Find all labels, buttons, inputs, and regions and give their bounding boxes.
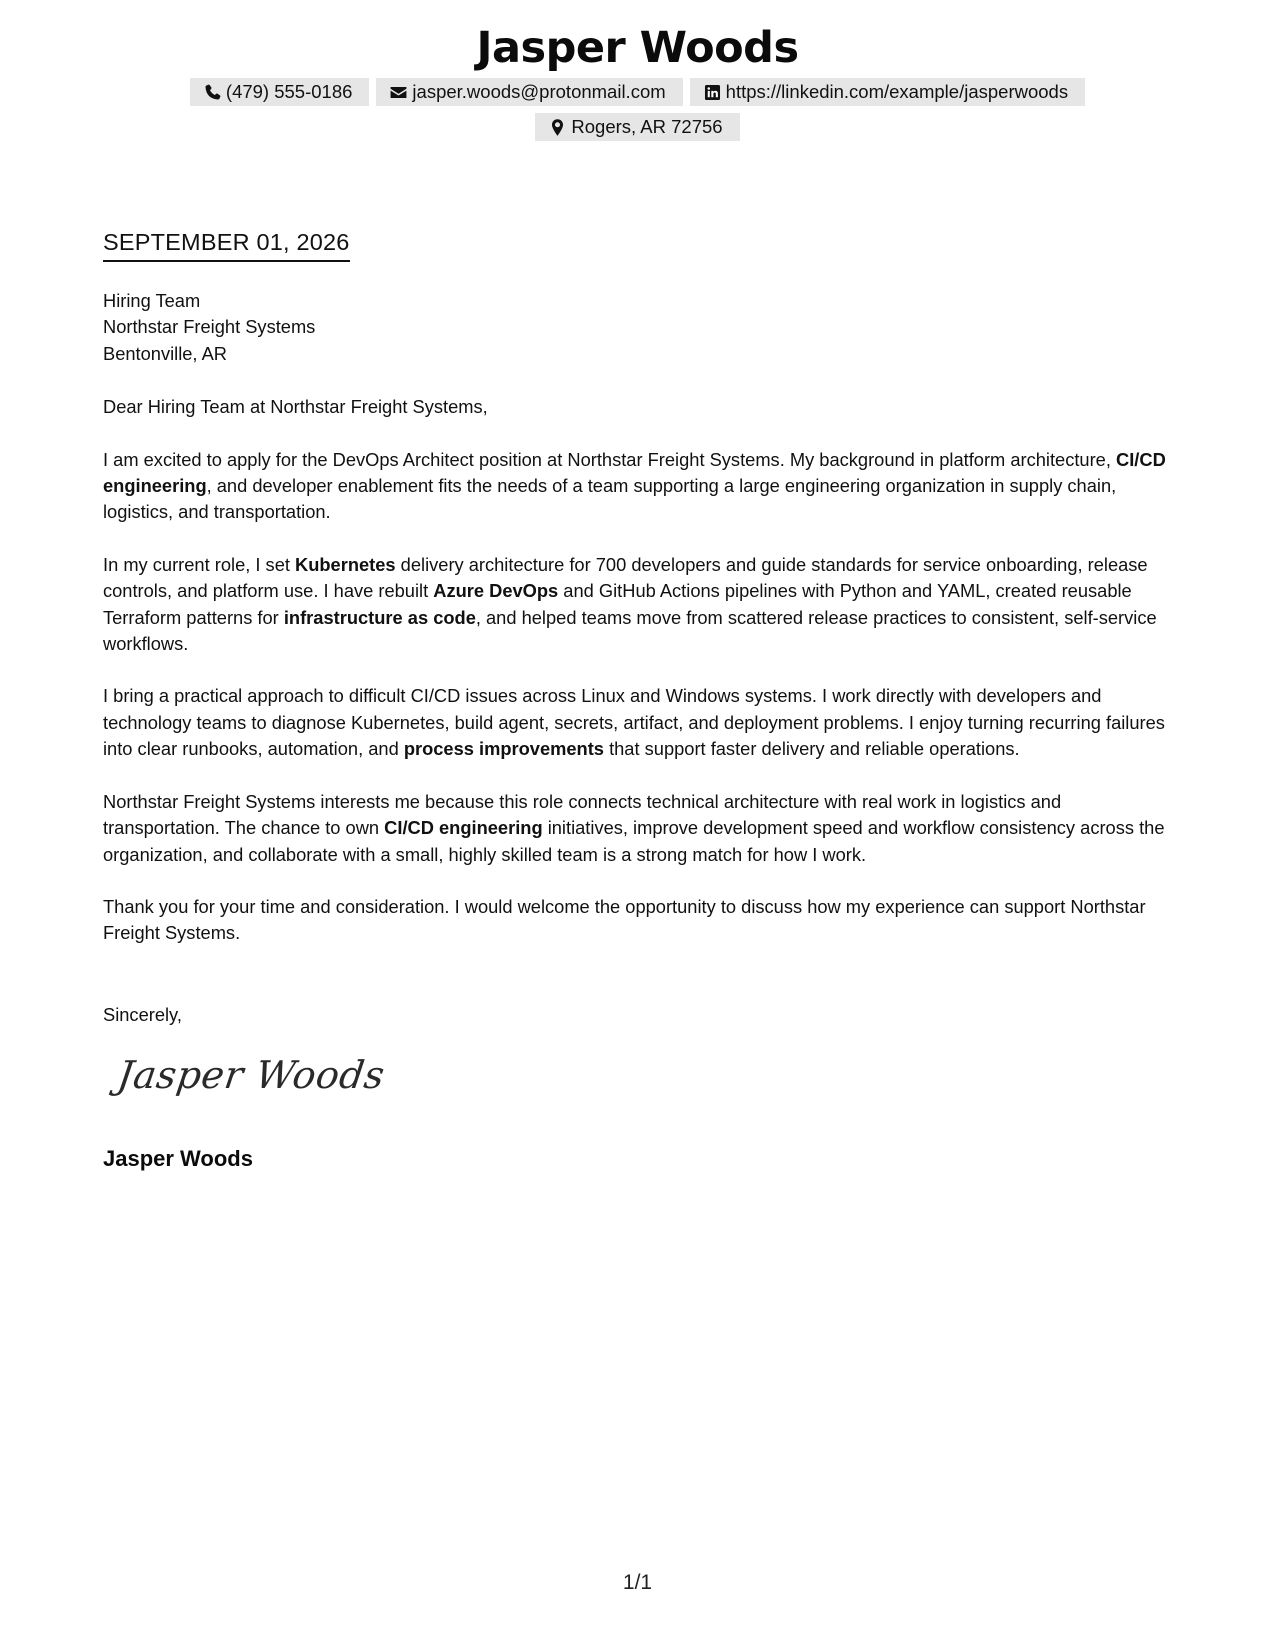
recipient-line: Bentonville, AR <box>103 342 227 364</box>
letter-paragraph <box>103 789 1178 868</box>
signer-name: Jasper Woods <box>103 1146 253 1171</box>
letter-date: SEPTEMBER 01, 2026 <box>103 229 350 262</box>
highlighted-keyword: CI/CD engineering <box>384 817 543 839</box>
highlighted-keyword: Azure DevOps <box>433 580 559 602</box>
location-text: Rogers, AR 72756 <box>571 116 723 137</box>
paragraph-text: I bring a practical approach to difficult CI/CD issues across Linux and Windows systems. I work directly with developers and technology teams to diagnose Kubernetes, build agent, secrets, artifact, and deployment problems. I enjoy turning recurring failures into clear runbooks, automation, and <box>103 685 1165 760</box>
letter-paragraph <box>103 552 1178 658</box>
letter-paragraph <box>103 447 1178 526</box>
recipient-line: Hiring Team <box>103 290 201 311</box>
paragraph-text: that support faster delivery and reliable operations. <box>603 738 1020 760</box>
map-marker-icon <box>548 118 567 137</box>
handwritten-signature: Jasper Woods <box>114 1053 388 1097</box>
letter-header <box>0 22 1275 141</box>
contact-phone <box>190 78 370 106</box>
paragraph-text: initiatives, improve development speed and workflow consistency across the organization, and collaborate with a small, highly skilled team is a strong match for how I work. <box>103 817 1165 865</box>
paragraph-text: , and helped teams move from scattered release practices to consistent, self-service workflows. <box>103 606 1157 655</box>
page-number: 1/1 <box>622 1571 653 1594</box>
highlighted-keyword: CI/CD engineering <box>103 448 1166 497</box>
recipient-block <box>103 288 1178 367</box>
paragraph-text: In my current role, I set <box>103 553 296 575</box>
phone-icon <box>203 83 222 102</box>
letter-paragraph <box>103 683 1178 762</box>
contact-bar <box>168 78 1108 141</box>
envelope-icon <box>389 83 408 102</box>
email-address: jasper.woods@protonmail.com <box>412 81 666 102</box>
letter-paragraph <box>103 894 1178 947</box>
recipient-line: Northstar Freight Systems <box>103 316 316 338</box>
paragraph-text: Northstar Freight Systems interests me because this role connects technical architecture with real work in logistics and transportation. The chance to own <box>103 790 1062 839</box>
linkedin-icon <box>703 83 722 102</box>
letter-paragraphs <box>103 447 1178 947</box>
highlighted-keyword: Kubernetes <box>295 553 396 575</box>
highlighted-keyword: process improvements <box>403 738 604 760</box>
contact-linkedin <box>690 78 1085 106</box>
paragraph-text: delivery architecture for 700 developers and guide standards for service onboarding, release controls, and platform use. I have rebuilt <box>103 553 1148 602</box>
linkedin-url: https://linkedin.com/example/jasperwoods <box>725 81 1069 102</box>
applicant-name: Jasper Woods <box>476 23 799 73</box>
paragraph-text: , and developer enablement fits the needs of a team supporting a large engineering organization in supply chain, logistics, and transportation. <box>103 475 1117 523</box>
paragraph-text: Thank you for your time and consideration. I would welcome the opportunity to discuss how my experience can support Northstar Freight Systems. <box>103 895 1146 944</box>
paragraph-text: and GitHub Actions pipelines with Python and YAML, created reusable Terraform patterns for <box>103 580 1132 628</box>
phone-number: (479) 555-0186 <box>225 81 353 102</box>
contact-email <box>376 78 682 106</box>
letter-body <box>103 288 1178 947</box>
salutation: Dear Hiring Team at Northstar Freight Systems, <box>103 396 488 418</box>
contact-location <box>535 113 739 141</box>
highlighted-keyword: infrastructure as code <box>283 606 476 628</box>
paragraph-text: I am excited to apply for the DevOps Architect position at Northstar Freight Systems. My background in platform architecture, <box>103 448 1117 470</box>
closing: Sincerely, <box>103 1004 182 1025</box>
